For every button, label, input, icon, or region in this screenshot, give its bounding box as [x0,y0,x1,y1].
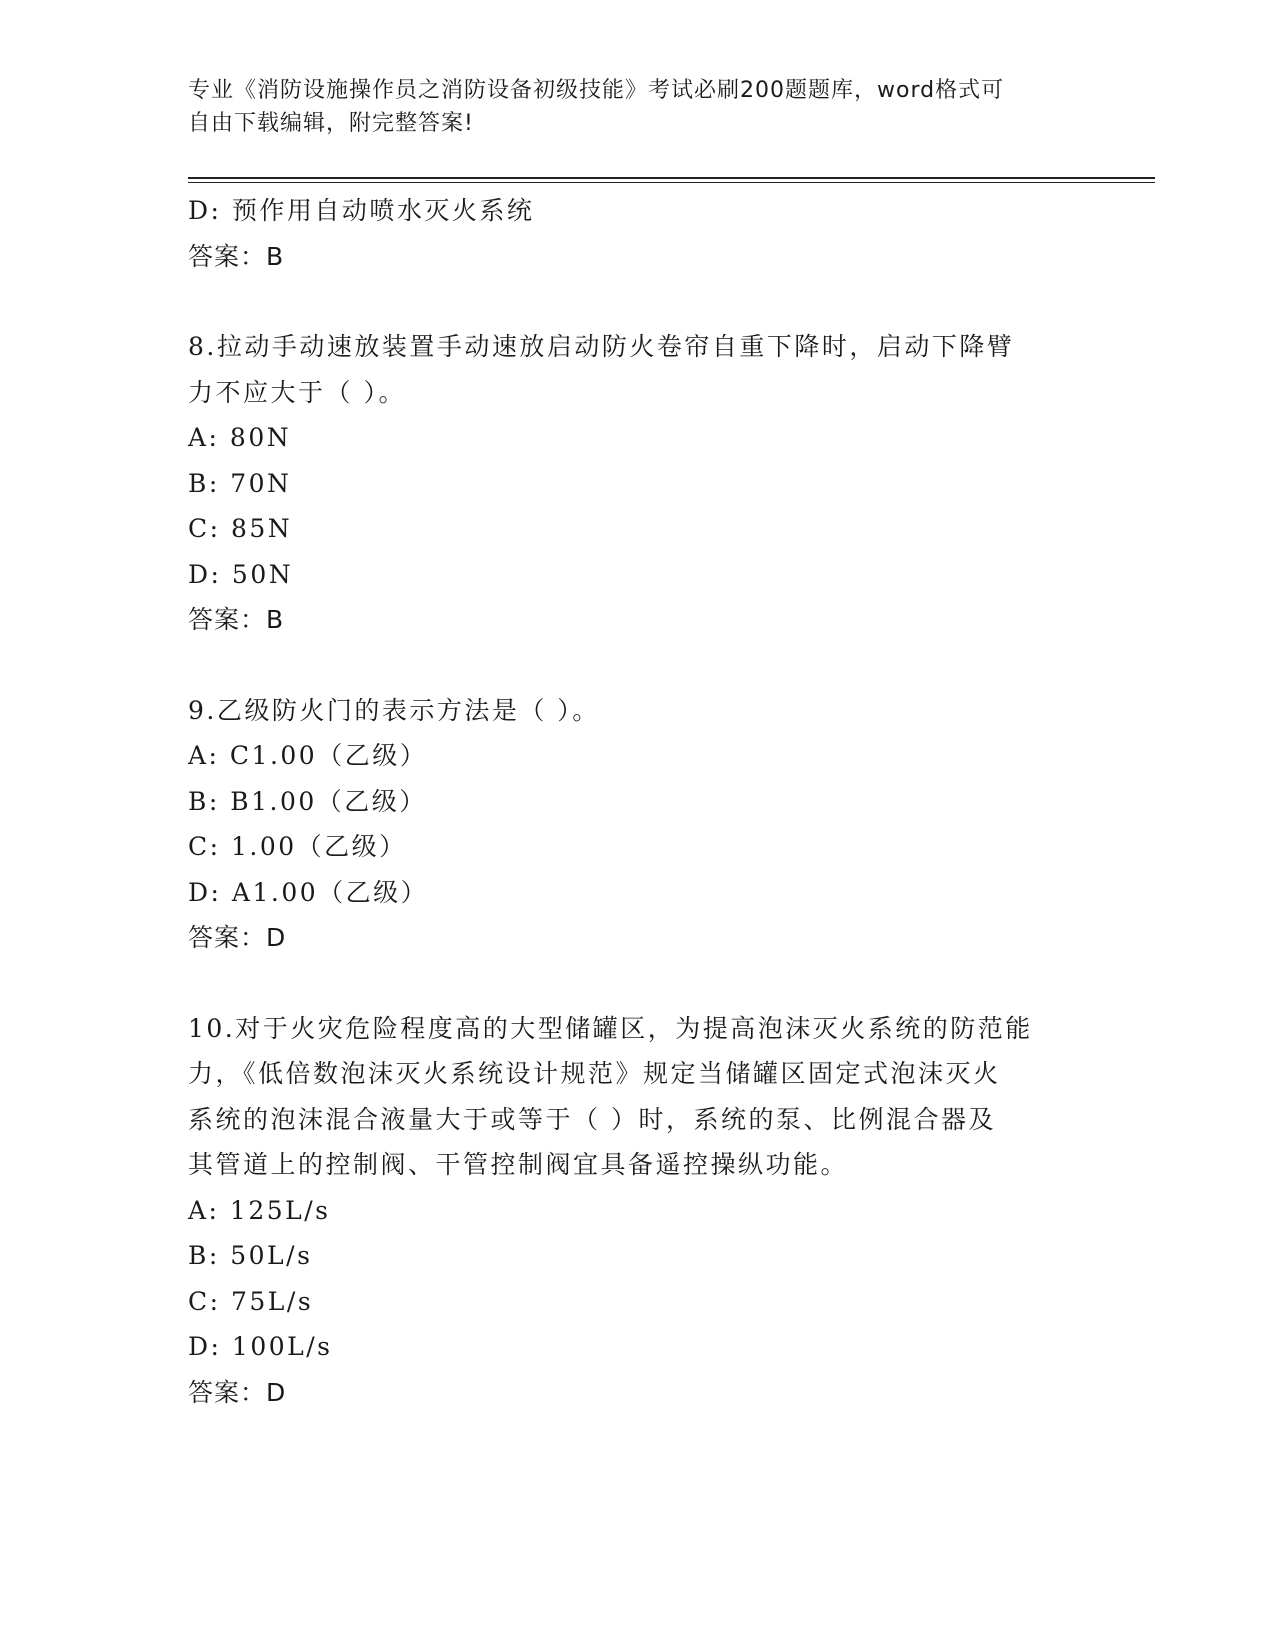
spacer [188,643,1088,688]
q10-option-b: B: 50L/s [188,1241,313,1270]
q8-answer: 答案：B [188,605,285,634]
q7-option-d: D: 预作用自动喷水灭火系统 [188,196,535,225]
q9-stem-line-1: 9.乙级防火门的表示方法是（ ）。 [188,695,600,725]
q8-option-d: D: 50N [188,559,294,589]
q10-stem-line-4: 其管道上的控制阀、干管控制阀宜具备遥控操纵功能。 [188,1150,849,1179]
question-10 [188,1006,1088,1416]
q10-stem-line-2: 力，《低倍数泡沫灭火系统设计规范》规定当储罐区固定式泡沫灭火 [188,1059,1001,1088]
question-7-tail [188,188,1088,279]
question-9 [188,688,1088,961]
q10-option-d: D: 100L/s [188,1332,333,1361]
q9-option-a: A: C1.00（乙级） [188,741,428,770]
header-line-2: 自由下载编辑，附完整答案! [188,111,474,136]
document-header [188,74,1068,140]
spacer [188,961,1088,1006]
q9-option-d: D: A1.00（乙级） [188,877,429,907]
q10-stem-line-3: 系统的泡沫混合液量大于或等于（ ）时，系统的泵、比例混合器及 [188,1104,996,1134]
q10-answer: 答案：D [188,1377,287,1407]
question-content [188,188,1088,1415]
spacer [188,279,1088,324]
q9-answer: 答案：D [188,923,287,952]
q7-answer: 答案：B [188,241,285,271]
question-8 [188,324,1088,643]
q8-option-c: C: 85N [188,514,293,543]
q9-option-b: B: B1.00（乙级） [188,786,427,816]
q8-stem-line-1: 8.拉动手动速放装置手动速放启动防火卷帘自重下降时，启动下降臂 [188,332,1015,361]
q8-stem-line-2: 力不应大于（ ）。 [188,377,406,407]
q10-option-c: C: 75L/s [188,1286,314,1316]
header-divider-thin [188,182,1155,183]
q10-stem-line-1: 10.对于火灾危险程度高的大型储罐区，为提高泡沫灭火系统的防范能 [188,1013,1033,1043]
q10-option-a: A: 125L/s [188,1195,331,1225]
q8-option-a: A: 80N [188,423,292,452]
q9-option-c: C: 1.00（乙级） [188,832,407,861]
q8-option-b: B: 70N [188,468,292,498]
header-divider-thick [188,177,1155,179]
header-line-1: 专业《消防设施操作员之消防设备初级技能》考试必刷200题题库，word格式可 [188,78,1005,103]
